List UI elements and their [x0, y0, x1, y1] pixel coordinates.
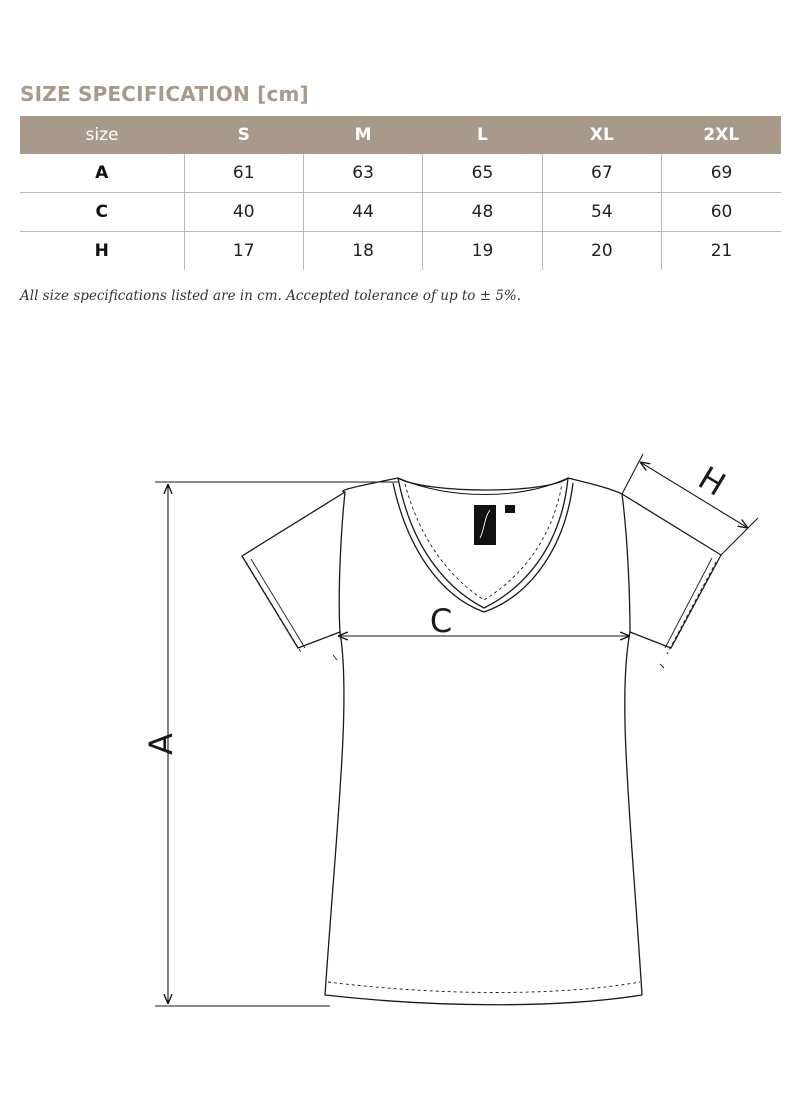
table-cell: 44 — [303, 193, 422, 232]
table-cell: 40 — [184, 193, 303, 232]
dimension-a-label: A — [142, 733, 180, 755]
page-title: SIZE SPECIFICATION [cm] — [20, 82, 309, 106]
row-label: C — [20, 193, 184, 232]
table-cell: 17 — [184, 232, 303, 271]
header-cell-xl: XL — [542, 116, 661, 154]
dimension-h-label: H — [691, 458, 733, 504]
tshirt-outline — [242, 478, 721, 1005]
brand-label-icon — [474, 505, 496, 545]
table-cell: 48 — [423, 193, 542, 232]
dimension-h — [622, 454, 758, 555]
table-cell: 69 — [662, 154, 781, 193]
header-cell-2xl: 2XL — [662, 116, 781, 154]
table-cell: 61 — [184, 154, 303, 193]
row-label: H — [94, 241, 109, 261]
table-cell: 60 — [662, 193, 781, 232]
row-label: A — [20, 154, 184, 193]
table-cell: 21 — [662, 232, 781, 271]
table-cell: 20 — [542, 232, 661, 271]
header-cell-size: size — [20, 116, 184, 154]
table-cell: 63 — [303, 154, 422, 193]
header-cell-s: S — [184, 116, 303, 154]
table-cell: 19 — [423, 232, 542, 271]
table-cell: 65 — [423, 154, 542, 193]
header-cell-m: M — [303, 116, 422, 154]
table-cell: 67 — [542, 154, 661, 193]
table-cell: 54 — [542, 193, 661, 232]
dimension-c-label: C — [429, 602, 453, 640]
tolerance-note: All size specifications listed are in cm. Accepted tolerance of up to ± 5%. — [20, 288, 522, 304]
header-cell-l: L — [423, 116, 542, 154]
dimension-a — [155, 482, 398, 1006]
size-tag-icon — [505, 505, 515, 513]
table-cell: 18 — [303, 232, 422, 271]
